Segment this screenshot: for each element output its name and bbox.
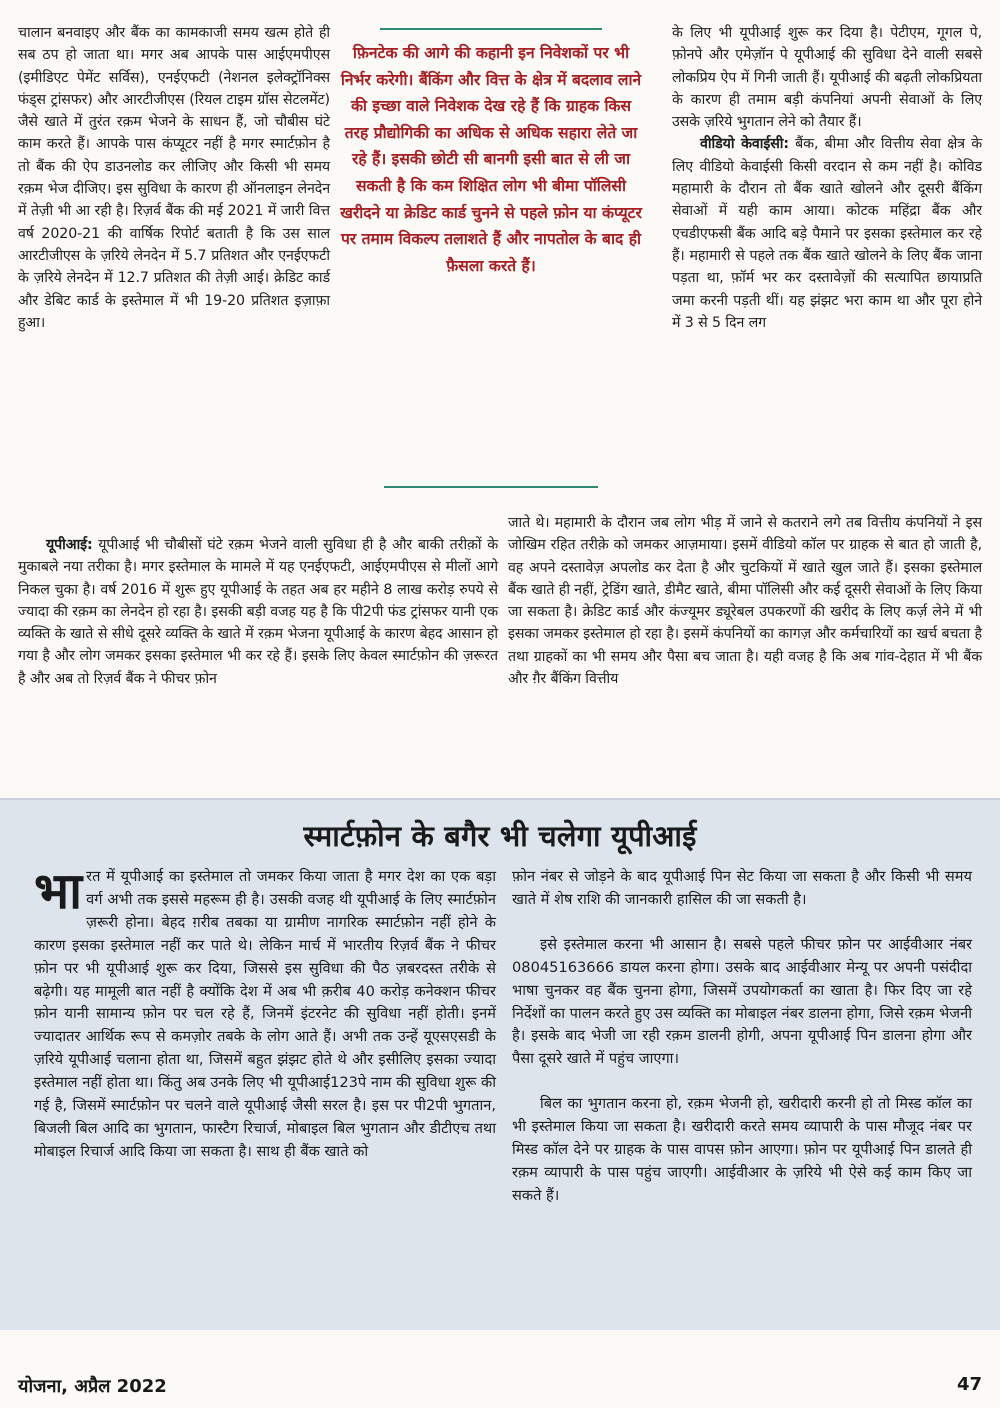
upi-section: [18, 534, 498, 690]
sidebar-box-right-paragraph-3: बिल का भुगतान करना हो, रक़म भेजनी हो, खरीदारी करनी हो तो मिस्ड कॉल का भी इस्तेमाल किया जा सकता है। खरीदारी करते समय व्यापारी के पास मौजूद नंबर पर मिस्ड कॉल देने पर ग्राहक के पास वापस फ़ोन आएगा। फ़ोन पर यूपीआई पिन डालते ही रक़म व्यापारी के पास पहुंच जाएगी। आईवीआर के ज़रिये भी ऐसे कई काम किए जा सकते हैं।: [512, 1095, 972, 1204]
drop-cap: भा: [34, 862, 83, 920]
video-kyc-paragraph: [672, 133, 982, 334]
sidebar-box-left-column: [34, 862, 496, 1164]
video-kyc-continued: [508, 512, 982, 690]
sidebar-box-right-column: [512, 866, 972, 1208]
upi-paragraph: [18, 534, 498, 690]
video-kyc-heading: वीडियो केवाईसी:: [700, 136, 789, 153]
footer-publication: योजना, अप्रैल 2022: [18, 1376, 167, 1397]
right-column: [672, 22, 982, 334]
upi-text: यूपीआई भी चौबीसों घंटे रक़म भेजने वाली सुविधा ही है और बाकी तरीक़ों के मुकाबले नया तरीका है। मगर इस्तेमाल के मामले में यह एनईएफटी, आईएमपीएस से मीलों आगे निकल चुका है। वर्ष 2016 में शुरू हुए यूपीआई के तहत अब हर महीने 8 लाख करोड़ रुपये से ज्यादा की रक़म का लेनदेन हो रहा है। इसकी बड़ी वजह यह है कि पी2पी फंड ट्रांसफर यानी एक व्यक्ति के खाते से सीधे दूसरे व्यक्ति के खाते में रक़म भेजना यूपीआई के कारण बेहद आसान हो गया है और लोग जमकर इसका इस्तेमाल भी कर रहे हैं। इसके लिए केवल स्मार्टफ़ोन की ज़रूरत है और अब तो रिज़र्व बैंक ने फीचर फ़ोन: [18, 537, 498, 687]
sidebar-box-right-paragraph-2: इसे इस्तेमाल करना भी आसान है। सबसे पहले फीचर फ़ोन पर आईवीआर नंबर 08045163666 डायल करना होगा। उसके बाद आईवीआर मेन्यू पर अपनी पसंदीदा भाषा चुनकर वह बैंक चुनना होगा, जिसमें उपयोगकर्ता का खाता है। फिर दिए जा रहे निर्देशों का पालन करते हुए उस व्यक्ति का मोबाइल नंबर डालना होगा, जिसे रक़म भेजनी है। इसके बाद भेजी जा रही रक़म डालनी होगी, अपना यूपीआई पिन डालना होगा और पैसा दूसरे खाते में पहुंच जाएगा।: [512, 935, 972, 1068]
sidebar-box-right-paragraph-1: फ़ोन नंबर से जोड़ने के बाद यूपीआई पिन सेट किया जा सकता है और किसी भी समय खाते में शेष राशि की जानकारी हासिल की जा सकती है।: [512, 868, 972, 908]
sidebar-box-left-paragraph: [34, 862, 496, 1164]
pull-quote-bottom-rule: [384, 486, 598, 488]
video-kyc-continued-text: जाते थे। महामारी के दौरान जब लोग भीड़ में जाने से कतराने लगे तब वित्तीय कंपनियों ने इस जोखिम रहित तरीक़े को जमकर आज़माया। इसमें वीडियो कॉल पर ग्राहक से बात हो जाती है, वह अपने दस्तावेज़ अपलोड कर देता है और चुटकियों में खाते खुल जाते हैं। इसका इस्तेमाल बैंक खाते ही नहीं, ट्रेडिंग खाते, डीमैट खाते, बीमा पॉलिसी और कई दूसरी सेवाओं के लिए किया जा सकता है। क्रेडिट कार्ड और कंज्यूमर ड्यूरेबल उपकरणों की खरीद के लिए कर्ज़ लेने में भी इसका जमकर इस्तेमाल हो रहा है। इसमें कंपनियों का कागज़ और कर्मचारियों का खर्च बचता है तथा ग्राहकों का भी समय और पैसा बच जाता है। यही वजह है कि अब गांव-देहात में भी बैंक और ग़ैर बैंकिंग वित्तीय: [508, 515, 982, 688]
sidebar-box-title: स्मार्टफ़ोन के बगैर भी चलेगा यूपीआई: [303, 819, 697, 853]
video-kyc-text: बैंक, बीमा और वित्तीय सेवा क्षेत्र के लिए वीडियो केवाईसी किसी वरदान से कम नहीं है। कोविड महामारी के दौरान तो बैंक खाते खोलने और दूसरी बैंकिंग सेवाओं में यही काम आया। कोटक महिंद्रा बैंक और एचडीएफसी बैंक आदि बड़े पैमाने पर इसका इस्तेमाल कर रहे हैं। महामारी से पहले तक बैंक खाते खोलने के लिए बैंक जाना पड़ता था, फ़ॉर्म भर कर दस्तावेज़ों की सत्यापित छायाप्रति जमा करनी पड़ती थीं। यह झंझट भरा काम था और पूरा होने में 3 से 5 दिन लग: [672, 136, 982, 331]
pull-quote: फ़िनटेक की आगे की कहानी इन निवेशकों पर भी निर्भर करेगी। बैंकिंग और वित्त के क्षेत्र में बदलाव लाने की इच्छा वाले निवेशक देख रहे हैं कि ग्राहक किस तरह प्रौद्योगिकी का अधिक से अधिक सहारा लेते जा रहे हैं। इसकी छोटी सी बानगी इसी बात से ली जा सकती है कि कम शिक्षित लोग भी बीमा पॉलिसी खरीदने या क्रेडिट कार्ड चुनने से पहले फ़ोन या कंप्यूटर पर तमाम विकल्प तलाशते हैं और नापतोल के बाद ही फ़ैसला करते हैं।: [340, 44, 642, 275]
left-column: [18, 22, 330, 334]
page-number: 47: [956, 1374, 982, 1395]
left-column-paragraph: चालान बनवाइए और बैंक का कामकाजी समय खत्म होते ही सब ठप हो जाता था। मगर अब आपके पास आईएमपीएस (इमीडिएट पेमेंट सर्विस), एनईएफटी (नेशनल इलेक्ट्रॉनिक्स फंड्स ट्रांसफर) और आरटीजीएस (रियल टाइम ग्रॉस सेटलमेंट) जैसे खाते में तुरंत रक़म भेजने के साधन हैं, जो चौबीस घंटे काम करते हैं। आपके पास कंप्यूटर नहीं है मगर स्मार्टफ़ोन है तो बैंक की ऐप डाउनलोड कर लीजिए और किसी भी समय रक़म भेज दीजिए। इस सुविधा के कारण ही ऑनलाइन लेनदेन में तेज़ी भी आ रही है। रिज़र्व बैंक की मई 2021 में जारी वित्त वर्ष 2020-21 की वार्षिक रिपोर्ट बताती है कि उस साल आरटीजीएस के ज़रिये लेनदेन में 5.7 प्रतिशत और एनईएफटी के ज़रिये लेनदेन में 12.7 प्रतिशत की तेज़ी आई। क्रेडिट कार्ड और डेबिट कार्ड के इस्तेमाल में भी 19-20 प्रतिशत इज़ाफ़ा हुआ।: [18, 25, 330, 331]
upi-heading: यूपीआई:: [46, 537, 93, 553]
sidebar-box-left-text: रत में यूपीआई का इस्तेमाल तो जमकर किया जाता है मगर देश का एक बड़ा वर्ग अभी तक इससे महरूम ही है। उसकी वजह थी यूपीआई के लिए स्मार्टफ़ोन ज़रूरी होना। बेहद ग़रीब तबका या ग्रामीण नागरिक स्मार्टफ़ोन नहीं होने के कारण इसका इस्तेमाल नहीं कर पाते थे। लेकिन मार्च में भारतीय रिज़र्व बैंक ने फीचर फ़ोन पर भी यूपीआई शुरू कर दिया, जिससे इस सुविधा की पैठ ज़बरदस्त तरीके से बढ़ेगी। यह मामूली बात नहीं है क्योंकि देश में अब भी क़रीब 40 करोड़ कनेक्शन फीचर फ़ोन यानी सामान्य फ़ोन पर चल रहे हैं, जिनमें इंटरनेट की सुविधा नहीं होती। इनमें ज्यादातर आर्थिक रूप से कमज़ोर तबके के लोग आते हैं। अभी तक उन्हें यूएसएसडी के ज़रिये यूपीआई चलाना होता था, जिसमें बहुत झंझट होते थे और इसीलिए इसका ज्यादा इस्तेमाल नहीं होता था। किंतु अब उनके लिए भी यूपीआई123पे नाम की सुविधा शुरू की गई है, जिसमें स्मार्टफ़ोन पर चलने वाले यूपीआई जैसी सरल है। इस पर पी2पी भुगतान, बिजली बिल आदि का भुगतान, फास्टैग रिचार्ज, मोबाइल बिल भुगतान और डीटीएच तथा मोबाइल रिचार्ज आदि किया जा सकता है। साथ ही बैंक खाते को: [34, 868, 496, 1160]
right-column-paragraph-upi-apps: के लिए भी यूपीआई शुरू कर दिया है। पेटीएम, गूगल पे, फ़ोनपे और एमेज़ॉन पे यूपीआई की सुविधा देने वाली सबसे लोकप्रिय ऐप में गिनी जाती हैं। यूपीआई की बढ़ती लोकप्रियता के कारण ही तमाम बड़ी कंपनियां अपनी सेवाओं के लिए उसके ज़रिये भुगतान लेने को तैयार हैं।: [672, 25, 982, 131]
pull-quote-top-rule: [380, 28, 602, 30]
